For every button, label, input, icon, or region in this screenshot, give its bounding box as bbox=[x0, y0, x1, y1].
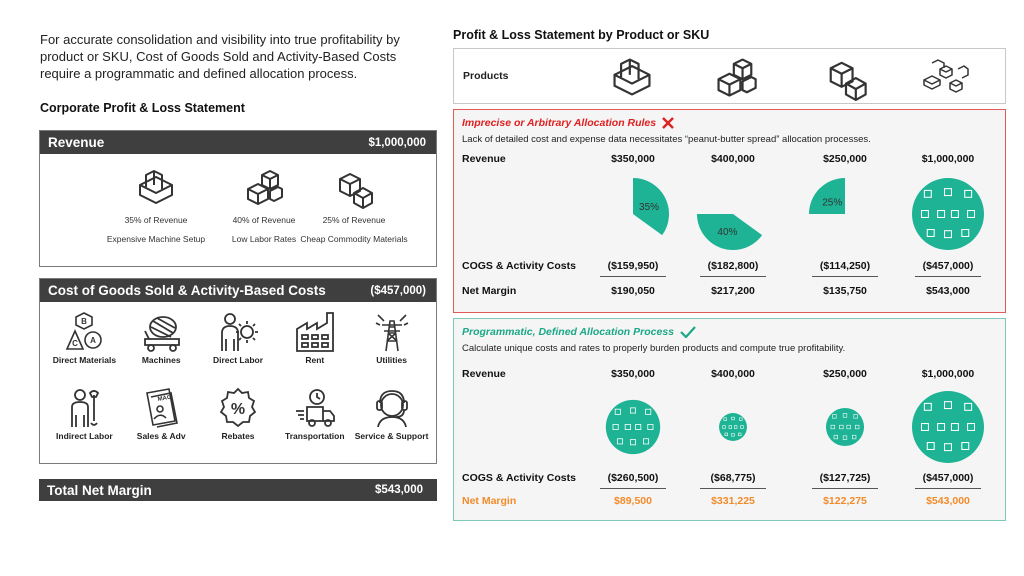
intro-text: For accurate consolidation and visibility into true profitability by product or SKU, Cost of Goods Sold and Activity-Based Costs require a programmatic and defined allocation process. bbox=[40, 32, 400, 81]
delivery-truck-icon bbox=[293, 387, 337, 429]
total-label: Total Net Margin bbox=[47, 482, 152, 498]
revenue-box bbox=[39, 130, 437, 267]
imprecise-margin-1: $190,050 bbox=[611, 285, 655, 297]
imprecise-title bbox=[462, 117, 674, 129]
underline bbox=[600, 488, 666, 489]
revenue-item-desc: Cheap Commodity Materials bbox=[300, 234, 408, 244]
imprecise-margin-label: Net Margin bbox=[462, 285, 517, 297]
programmatic-revenue-2: $400,000 bbox=[711, 368, 755, 380]
cogs-item-label: Direct Materials bbox=[52, 355, 117, 365]
product-all-icon bbox=[920, 53, 970, 101]
pie-label: 25% bbox=[822, 197, 843, 209]
revenue-item-pct: 25% of Revenue bbox=[322, 215, 386, 225]
imprecise-cogs-2: ($182,800) bbox=[707, 260, 759, 272]
cement-mixer-icon bbox=[139, 311, 183, 353]
cogs-label: Cost of Goods Sold & Activity-Based Costs bbox=[48, 283, 326, 298]
programmatic-cogs-3: ($127,725) bbox=[819, 472, 871, 484]
headset-agent-icon bbox=[370, 387, 414, 429]
svg-text:MAG: MAG bbox=[157, 394, 173, 403]
programmatic-revenue-4: $1,000,000 bbox=[921, 368, 975, 380]
cogs-item bbox=[353, 383, 430, 459]
underline bbox=[700, 276, 766, 277]
cogs-item-label: Indirect Labor bbox=[56, 431, 113, 441]
cogs-item-label: Rent bbox=[305, 355, 325, 365]
programmatic-cogs-label: COGS & Activity Costs bbox=[462, 472, 576, 484]
programmatic-revenue-1: $350,000 bbox=[611, 368, 655, 380]
product-3-icon bbox=[822, 53, 870, 101]
svg-text:A: A bbox=[90, 336, 97, 345]
corporate-title: Corporate Profit & Loss Statement bbox=[40, 101, 245, 115]
revenue-header bbox=[40, 131, 436, 154]
programmatic-margin-label: Net Margin bbox=[462, 495, 517, 507]
cost-circles bbox=[454, 385, 1007, 469]
sku-title: Profit & Loss Statement by Product or SKU bbox=[453, 28, 710, 42]
programmatic-margin-3: $122,275 bbox=[823, 495, 867, 507]
programmatic-title-text: Programmatic, Defined Allocation Process bbox=[462, 326, 675, 338]
svg-text:C: C bbox=[72, 339, 79, 348]
cogs-item-label: Machines bbox=[141, 355, 181, 365]
pie-label: 35% bbox=[639, 201, 660, 213]
imprecise-revenue-1: $350,000 bbox=[611, 153, 655, 165]
cogs-item bbox=[46, 383, 123, 459]
svg-text:B: B bbox=[81, 317, 88, 326]
underline bbox=[915, 276, 981, 277]
cogs-item bbox=[123, 307, 200, 383]
total-amount: $543,000 bbox=[375, 484, 423, 496]
revenue-item-desc: Low Labor Rates bbox=[231, 234, 297, 244]
svg-text:%: % bbox=[230, 401, 246, 418]
wrench-worker-icon bbox=[62, 387, 106, 429]
cogs-header bbox=[40, 279, 436, 302]
green-check-icon bbox=[680, 326, 696, 338]
underline bbox=[600, 276, 666, 277]
imprecise-revenue-3: $250,000 bbox=[823, 153, 867, 165]
cogs-item-label: Rebates bbox=[221, 431, 255, 441]
cogs-item bbox=[276, 383, 353, 459]
imprecise-cogs-label: COGS & Activity Costs bbox=[462, 260, 576, 272]
pie-label: 40% bbox=[717, 227, 738, 239]
pie-slice bbox=[809, 178, 845, 214]
cogs-item bbox=[200, 383, 277, 459]
revenue-item-pct: 35% of Revenue bbox=[124, 215, 188, 225]
product-1-icon bbox=[608, 53, 656, 101]
products-label: Products bbox=[463, 70, 509, 82]
programmatic-cogs-4: ($457,000) bbox=[922, 472, 974, 484]
total-net-margin-bar bbox=[39, 479, 437, 501]
cubes-stack-icon bbox=[332, 165, 376, 209]
imprecise-cogs-3: ($114,250) bbox=[819, 260, 871, 272]
imprecise-margin-2: $217,200 bbox=[711, 285, 755, 297]
imprecise-cogs-1: ($159,950) bbox=[607, 260, 659, 272]
underline bbox=[812, 488, 878, 489]
imprecise-title-text: Imprecise or Arbitrary Allocation Rules bbox=[462, 117, 657, 129]
products-row bbox=[453, 48, 1006, 104]
imprecise-revenue-4: $1,000,000 bbox=[921, 153, 975, 165]
programmatic-margin-4: $543,000 bbox=[926, 495, 970, 507]
programmatic-margin-2: $331,225 bbox=[711, 495, 755, 507]
cogs-amount: ($457,000) bbox=[370, 284, 426, 297]
cogs-item-label: Utilities bbox=[376, 355, 407, 365]
imprecise-revenue-2: $400,000 bbox=[711, 153, 755, 165]
programmatic-panel bbox=[453, 318, 1006, 521]
revenue-item bbox=[284, 165, 424, 244]
programmatic-margin-1: $89,500 bbox=[614, 495, 652, 507]
imprecise-revenue-label: Revenue bbox=[462, 153, 506, 165]
blocks-cluster-icon bbox=[242, 165, 286, 209]
revenue-label: Revenue bbox=[48, 135, 105, 150]
power-tower-icon bbox=[370, 311, 414, 353]
cogs-item bbox=[353, 307, 430, 383]
cogs-grid bbox=[46, 307, 430, 459]
programmatic-revenue-label: Revenue bbox=[462, 368, 506, 380]
cogs-item-label: Transportation bbox=[285, 431, 345, 441]
abc-hexagons-icon bbox=[62, 311, 106, 353]
programmatic-subtitle: Calculate unique costs and rates to properly burden products and compute true profitability. bbox=[462, 343, 846, 354]
cogs-item bbox=[276, 307, 353, 383]
cogs-item-label: Sales & Adv bbox=[136, 431, 186, 441]
cogs-item bbox=[123, 383, 200, 459]
imprecise-margin-3: $135,750 bbox=[823, 285, 867, 297]
programmatic-cogs-2: ($68,775) bbox=[710, 472, 756, 484]
cogs-box bbox=[39, 278, 437, 464]
pie-charts bbox=[454, 172, 1007, 256]
underline bbox=[700, 488, 766, 489]
underline bbox=[812, 276, 878, 277]
cogs-item-label: Direct Labor bbox=[212, 355, 264, 365]
programmatic-title bbox=[462, 326, 696, 338]
machine-block-icon bbox=[134, 165, 178, 209]
imprecise-panel bbox=[453, 109, 1006, 313]
programmatic-revenue-3: $250,000 bbox=[823, 368, 867, 380]
revenue-item-desc: Expensive Machine Setup bbox=[106, 234, 206, 244]
imprecise-subtitle: Lack of detailed cost and expense data necessitates “peanut-butter spread” allocation processes. bbox=[462, 134, 871, 145]
cogs-item bbox=[46, 307, 123, 383]
imprecise-cogs-4: ($457,000) bbox=[922, 260, 974, 272]
revenue-item-pct: 40% of Revenue bbox=[232, 215, 296, 225]
imprecise-margin-4: $543,000 bbox=[926, 285, 970, 297]
cogs-item-label: Service & Support bbox=[354, 431, 429, 441]
magazine-icon bbox=[139, 387, 183, 429]
factory-icon bbox=[293, 311, 337, 353]
product-2-icon bbox=[712, 53, 760, 101]
programmatic-cogs-1: ($260,500) bbox=[607, 472, 659, 484]
percent-badge-icon bbox=[216, 387, 260, 429]
underline bbox=[915, 488, 981, 489]
worker-gear-icon bbox=[216, 311, 260, 353]
red-x-icon bbox=[662, 117, 674, 129]
revenue-amount: $1,000,000 bbox=[368, 136, 426, 149]
cogs-item bbox=[200, 307, 277, 383]
